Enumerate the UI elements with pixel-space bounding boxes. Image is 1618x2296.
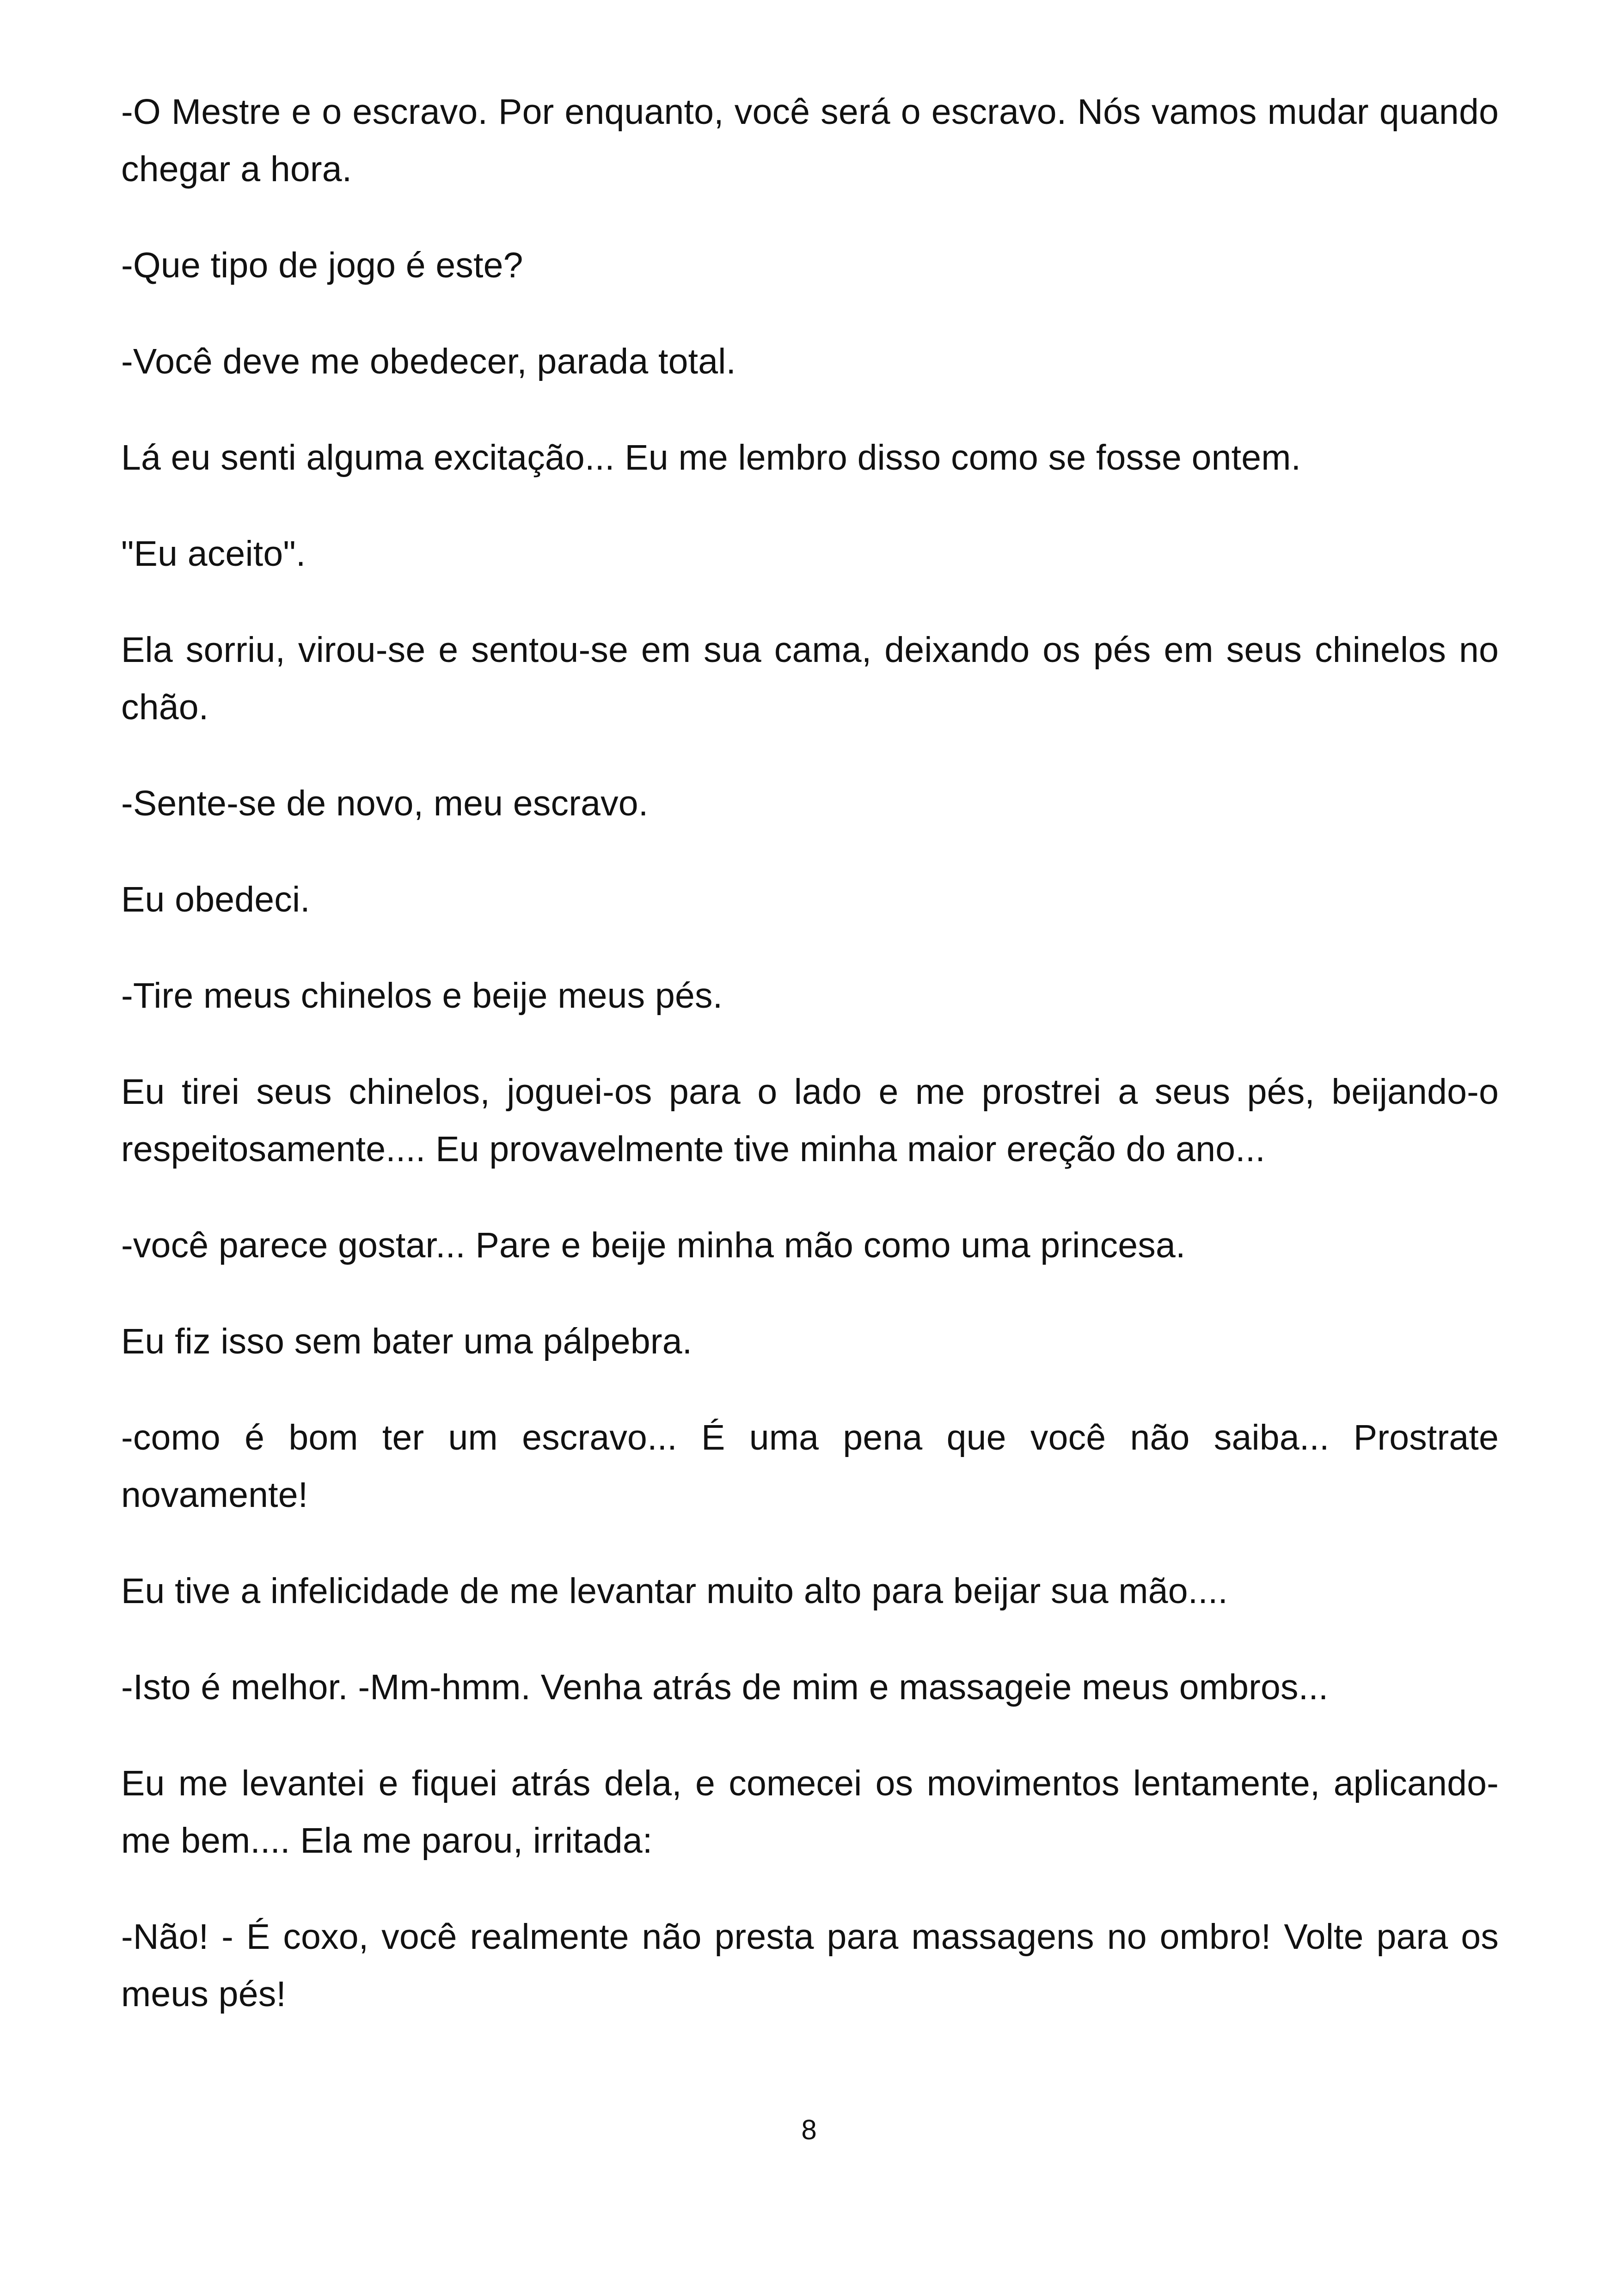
body-text <box>121 83 1499 2062</box>
paragraph: "Eu aceito". <box>121 534 306 574</box>
paragraph: -como é bom ter um escravo... É uma pena que você não saiba... Prostrate novamente! <box>121 1418 1499 1515</box>
paragraph: -Isto é melhor. -Mm-hmm. Venha atrás de mim e massageie meus ombros... <box>121 1667 1329 1707</box>
paragraph: Eu tive a infelicidade de me levantar muito alto para beijar sua mão.... <box>121 1571 1228 1611</box>
paragraph: -Tire meus chinelos e beije meus pés. <box>121 976 723 1016</box>
paragraph: -Sente-se de novo, meu escravo. <box>121 784 649 823</box>
paragraph: -você parece gostar... Pare e beije minha mão como uma princesa. <box>121 1225 1186 1265</box>
paragraph: Eu obedeci. <box>121 880 310 919</box>
paragraph: Lá eu senti alguma excitação... Eu me lembro disso como se fosse ontem. <box>121 438 1301 478</box>
page-number: 8 <box>801 2114 817 2145</box>
paragraph: -O Mestre e o escravo. Por enquanto, você será o escravo. Nós vamos mudar quando chegar a hora. <box>121 92 1499 189</box>
paragraph: -Que tipo de jogo é este? <box>121 245 523 285</box>
paragraph: Eu fiz isso sem bater uma pálpebra. <box>121 1322 693 1361</box>
paragraph: Ela sorriu, virou-se e sentou-se em sua cama, deixando os pés em seus chinelos no chão. <box>121 630 1499 727</box>
paragraph: -Não! - É coxo, você realmente não presta para massagens no ombro! Volte para os meus pés! <box>121 1917 1499 2014</box>
paragraph: -Você deve me obedecer, parada total. <box>121 342 736 381</box>
paragraph: Eu tirei seus chinelos, joguei-os para o lado e me prostrei a seus pés, beijando-o respeitosamente.... Eu provavelmente tive minha maior ereção do ano... <box>121 1072 1499 1169</box>
paragraph: Eu me levantei e fiquei atrás dela, e comecei os movimentos lentamente, aplicando-me bem.... Ela me parou, irritada: <box>121 1763 1499 1861</box>
